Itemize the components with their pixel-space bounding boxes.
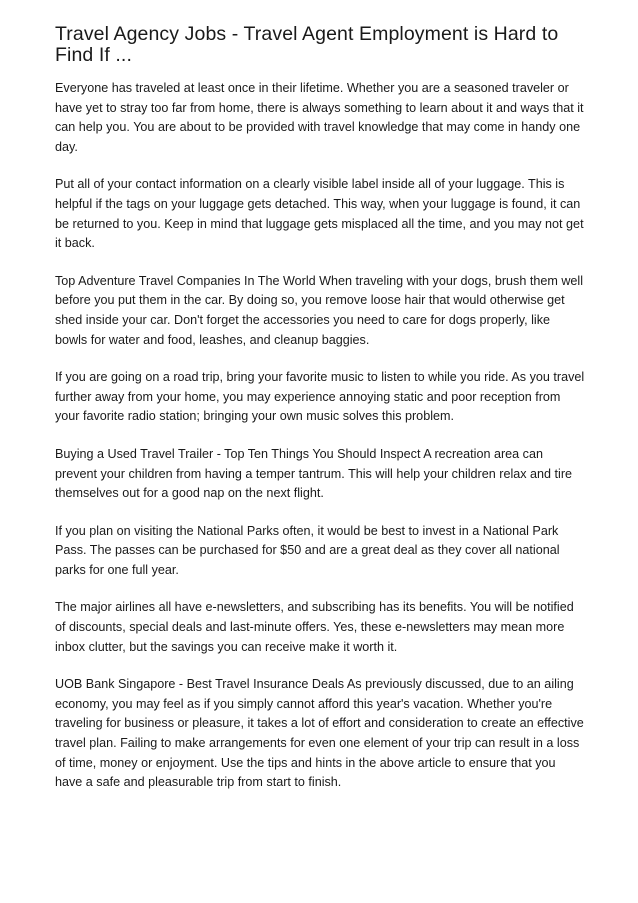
paragraph-national-parks: If you plan on visiting the National Parks often, it would be best to invest in a National Park Pass. The passes can be purchased for $50 and are a great deal as they cover all national parks for one full year. [55,523,560,577]
paragraph-luggage: Put all of your contact information on a clearly visible label inside all of your luggage. This is helpful if the tags on your luggage gets detached. This way, when your luggage is found, it can be returned to you. Keep in mind that luggage gets misplaced all the time, and you may not get it back. [55,177,584,251]
paragraph-insurance: UOB Bank Singapore - Best Travel Insurance Deals As previously discussed, due to an ailing economy, you may feel as if you simply cannot afford this year's vacation. Whether you're traveling for business or pleasure, it takes a lot of effort and consideration to create an effective travel plan. Failing to make arrangements for even one element of your trip can result in a loss of time, money or enjoyment. Use the tips and hints in the above article to ensure that you have a safe and pleasurable trip from start to finish. [55,677,584,790]
paragraph-travel-trailer: Buying a Used Travel Trailer - Top Ten Things You Should Inspect A recreation area can prevent your children from having a temper tantrum. This will help your children relax and tire themselves out for a good nap on the next flight. [55,446,573,501]
paragraph-airlines: The major airlines all have e-newsletters, and subscribing has its benefits. You will be notified of discounts, special deals and last-minute offers. Yes, these e-newsletters may mean more inbox clutter, but the savings you can receive make it worth it. [55,600,574,654]
paragraph-road-trip: If you are going on a road trip, bring your favorite music to listen to while you ride. As you travel further away from your home, you may experience annoying static and poor reception from your favorite radio station; bringing your own music solves this problem. [55,370,585,424]
paragraph-intro: Everyone has traveled at least once in their lifetime. Whether you are a seasoned traveler or have yet to stray too far from home, there is always something to learn about it and ways that it can help you. You are about to be provided with travel knowledge that may come in handy one day. [55,81,584,154]
document-title: Travel Agency Jobs - Travel Agent Employment is Hard to Find If ... [55,23,559,66]
document-page [55,24,585,811]
paragraph-dogs: Top Adventure Travel Companies In The World When traveling with your dogs, brush them well before you put them in the car. By doing so, you remove loose hair that would otherwise get shed inside your car. Don't forget the accessories you need to care for dogs properly, like bowls for water and food, leashes, and cleanup baggies. [55,273,584,347]
